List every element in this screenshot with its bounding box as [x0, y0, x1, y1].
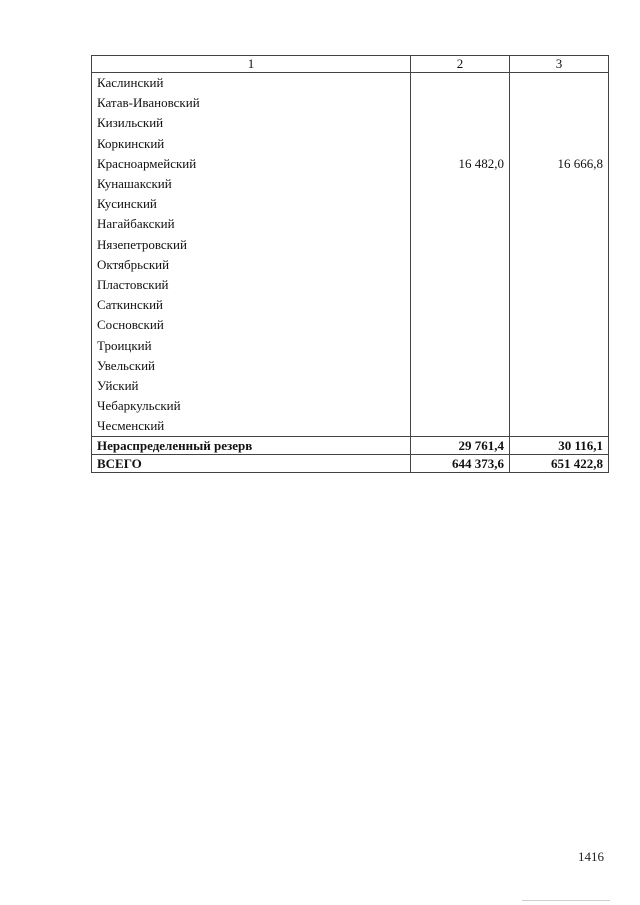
value-col2-cell — [411, 134, 510, 154]
table-row — [92, 214, 609, 234]
table-body — [92, 73, 609, 473]
district-name-cell: Нязепетровский — [92, 235, 411, 255]
district-name-cell: Саткинский — [92, 295, 411, 315]
district-name-cell: Чесменский — [92, 416, 411, 437]
district-name-cell: Сосновский — [92, 315, 411, 335]
reserve-value-col3: 30 116,1 — [510, 437, 609, 455]
value-col3-cell — [510, 73, 609, 94]
district-name-cell: Увельский — [92, 356, 411, 376]
value-col2-cell — [411, 93, 510, 113]
value-col2-cell — [411, 174, 510, 194]
district-name-cell: Коркинский — [92, 134, 411, 154]
value-col3-cell — [510, 376, 609, 396]
value-col2-cell — [411, 335, 510, 355]
value-col3-cell — [510, 255, 609, 275]
value-col2-cell — [411, 255, 510, 275]
total-value-col3: 651 422,8 — [510, 455, 609, 473]
district-name-cell: Кизильский — [92, 113, 411, 133]
value-col2-cell — [411, 235, 510, 255]
value-col3-cell — [510, 194, 609, 214]
reserve-value-col2: 29 761,4 — [411, 437, 510, 455]
reserve-row — [92, 437, 609, 455]
value-col3-cell — [510, 235, 609, 255]
table-row — [92, 416, 609, 437]
table-row — [92, 275, 609, 295]
value-col3-cell — [510, 275, 609, 295]
value-col2-cell — [411, 194, 510, 214]
district-name-cell: Красноармейский — [92, 154, 411, 174]
value-col2-cell — [411, 376, 510, 396]
table-row — [92, 295, 609, 315]
value-col3-cell — [510, 134, 609, 154]
table-row — [92, 154, 609, 174]
value-col2-cell — [411, 416, 510, 437]
value-col3-cell — [510, 416, 609, 437]
total-label: ВСЕГО — [92, 455, 411, 473]
table-row — [92, 93, 609, 113]
value-col3-cell — [510, 93, 609, 113]
column-header-2: 2 — [411, 56, 510, 73]
table-row — [92, 73, 609, 94]
value-col3-cell — [510, 113, 609, 133]
value-col3-cell — [510, 214, 609, 234]
value-col3-cell — [510, 295, 609, 315]
district-name-cell: Октябрьский — [92, 255, 411, 275]
district-name-cell: Троицкий — [92, 335, 411, 355]
value-col3-cell — [510, 315, 609, 335]
district-name-cell: Каслинский — [92, 73, 411, 94]
value-col3-cell — [510, 396, 609, 416]
district-name-cell: Кунашакский — [92, 174, 411, 194]
value-col2-cell — [411, 214, 510, 234]
district-name-cell: Уйский — [92, 376, 411, 396]
value-col2-cell — [411, 275, 510, 295]
table-row — [92, 235, 609, 255]
table-row — [92, 194, 609, 214]
value-col3-cell: 16 666,8 — [510, 154, 609, 174]
district-name-cell: Пластовский — [92, 275, 411, 295]
reserve-label: Нераспределенный резерв — [92, 437, 411, 455]
district-name-cell: Чебаркульский — [92, 396, 411, 416]
value-col2-cell — [411, 396, 510, 416]
page-number: 1416 — [578, 849, 604, 864]
table-row — [92, 396, 609, 416]
total-row — [92, 455, 609, 473]
table-row — [92, 335, 609, 355]
table-row — [92, 376, 609, 396]
value-col3-cell — [510, 335, 609, 355]
table-row — [92, 356, 609, 376]
value-col2-cell — [411, 295, 510, 315]
column-header-1: 1 — [92, 56, 411, 73]
table-row — [92, 255, 609, 275]
value-col2-cell: 16 482,0 — [411, 154, 510, 174]
table-row — [92, 113, 609, 133]
scan-artifact-line — [522, 900, 610, 901]
table-row — [92, 315, 609, 335]
budget-table — [91, 55, 609, 473]
value-col2-cell — [411, 113, 510, 133]
value-col3-cell — [510, 174, 609, 194]
table-header-row — [92, 56, 609, 73]
district-name-cell: Кусинский — [92, 194, 411, 214]
budget-table-container — [91, 55, 608, 473]
value-col2-cell — [411, 73, 510, 94]
value-col3-cell — [510, 356, 609, 376]
table-row — [92, 134, 609, 154]
district-name-cell: Нагайбакский — [92, 214, 411, 234]
value-col2-cell — [411, 315, 510, 335]
total-value-col2: 644 373,6 — [411, 455, 510, 473]
district-name-cell: Катав-Ивановский — [92, 93, 411, 113]
value-col2-cell — [411, 356, 510, 376]
column-header-3: 3 — [510, 56, 609, 73]
table-row — [92, 174, 609, 194]
